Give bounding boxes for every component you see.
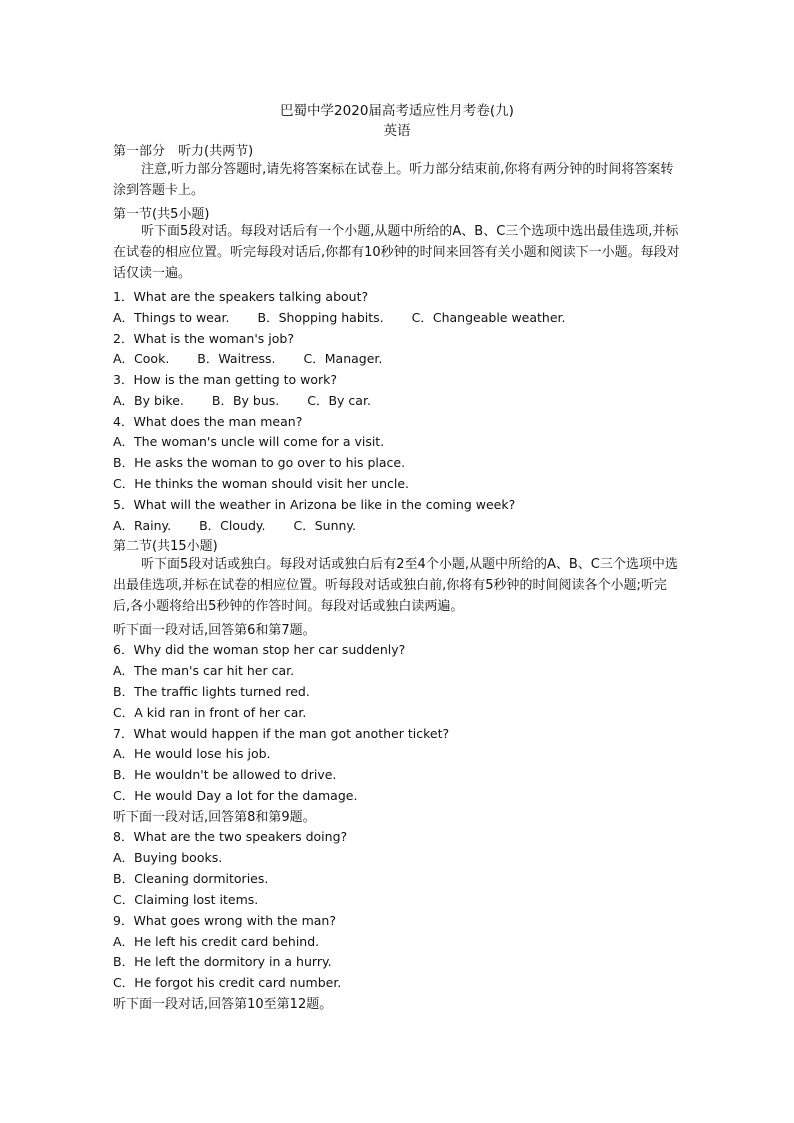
question-9-option-a: A．He left his credit card behind. <box>113 934 320 949</box>
question-3-options <box>113 391 399 409</box>
question-9-stem: 9．What goes wrong with the man? <box>113 913 336 928</box>
question-4-option-b: B．He asks the woman to go over to his place. <box>113 455 406 470</box>
question-3-option-b: B．By bus. <box>211 393 280 408</box>
question-1-option-a: A．Things to wear. <box>113 310 230 325</box>
question-4-option-a: A．The woman's uncle will come for a visit. <box>113 434 385 449</box>
section2-heading: 第二节(共15小题) <box>113 539 218 554</box>
question-1-option-b: B．Shopping habits. <box>257 310 384 325</box>
question-1-options <box>113 308 594 326</box>
part1-note: 注意,听力部分答题时,请先将答案标在试卷上。听力部分结束前,你将有两分钟的时间将答案转涂到答题卡上。 <box>113 162 674 198</box>
question-7-option-b: B．He wouldn't be allowed to drive. <box>113 767 337 782</box>
question-3-stem: 3．How is the man getting to work? <box>113 372 338 387</box>
question-1-option-c: C．Changeable weather. <box>411 310 566 325</box>
question-7-option-c: C．He would Day a lot for the damage. <box>113 788 358 803</box>
question-5-stem: 5．What will the weather in Arizona be like in the coming week? <box>113 497 516 512</box>
question-3-option-a: A．By bike. <box>113 393 184 408</box>
question-8-option-a: A．Buying books. <box>113 850 223 865</box>
question-7-stem: 7．What would happen if the man got another ticket? <box>113 726 450 741</box>
question-6-option-b: B．The traffic lights turned red. <box>113 684 310 699</box>
dialogue-intro-8-9: 听下面一段对话,回答第8和第9题。 <box>113 810 316 825</box>
question-5-option-b: B．Cloudy. <box>199 518 266 533</box>
question-9-option-c: C．He forgot his credit card number. <box>113 975 342 990</box>
question-9-option-b: B．He left the dormitory in a hurry. <box>113 954 332 969</box>
question-2-option-b: B．Waitress. <box>197 351 276 366</box>
question-8-option-b: B．Cleaning dormitories. <box>113 871 269 886</box>
dialogue-intro-10-12: 听下面一段对话,回答第10至第12题。 <box>113 997 333 1012</box>
question-8-stem: 8．What are the two speakers doing? <box>113 829 348 844</box>
question-6-stem: 6．Why did the woman stop her car suddenly? <box>113 642 406 657</box>
question-6-option-c: C．A kid ran in front of her car. <box>113 705 307 720</box>
question-4-option-c: C．He thinks the woman should visit her uncle. <box>113 476 410 491</box>
question-2-stem: 2．What is the woman's job? <box>113 331 294 346</box>
question-7-option-a: A．He would lose his job. <box>113 746 271 761</box>
question-8-option-c: C．Claiming lost items. <box>113 892 259 907</box>
question-2-options <box>113 349 410 367</box>
question-2-option-c: C．Manager. <box>303 351 383 366</box>
subject-title: 英语 <box>383 123 411 139</box>
section1-heading: 第一节(共5小题) <box>113 207 210 222</box>
question-6-option-a: A．The man's car hit her car. <box>113 663 295 678</box>
question-2-option-a: A．Cook. <box>113 351 170 366</box>
section2-instructions: 听下面5段对话或独白。每段对话或独白后有2至4个小题,从题中所给的A、B、C三个选项中选出最佳选项,并标在试卷的相应位置。听每段对话或独白前,你将有5秒钟的时间阅读各个小题;听完后,各小题将给出5秒钟的作答时间。每段对话或独白读两遍。 <box>113 557 678 614</box>
section1-instructions: 听下面5段对话。每段对话后有一个小题,从题中所给的A、B、C三个选项中选出最佳选项,并标在试卷的相应位置。听完每段对话后,你都有10秒钟的时间来回答有关小题和阅读下一小题。每段对话仅读一遍。 <box>113 224 680 281</box>
question-5-option-c: C．Sunny. <box>293 518 357 533</box>
question-3-option-c: C．By car. <box>307 393 371 408</box>
exam-title: 巴蜀中学2020届高考适应性月考卷(九) <box>280 103 514 119</box>
question-5-options <box>113 516 384 534</box>
dialogue-intro-6-7: 听下面一段对话,回答第6和第7题。 <box>113 623 316 638</box>
question-1-stem: 1．What are the speakers talking about? <box>113 289 369 304</box>
question-5-option-a: A．Rainy. <box>113 518 172 533</box>
question-4-stem: 4．What does the man mean? <box>113 414 303 429</box>
part1-heading: 第一部分 听力(共两节) <box>113 144 254 159</box>
